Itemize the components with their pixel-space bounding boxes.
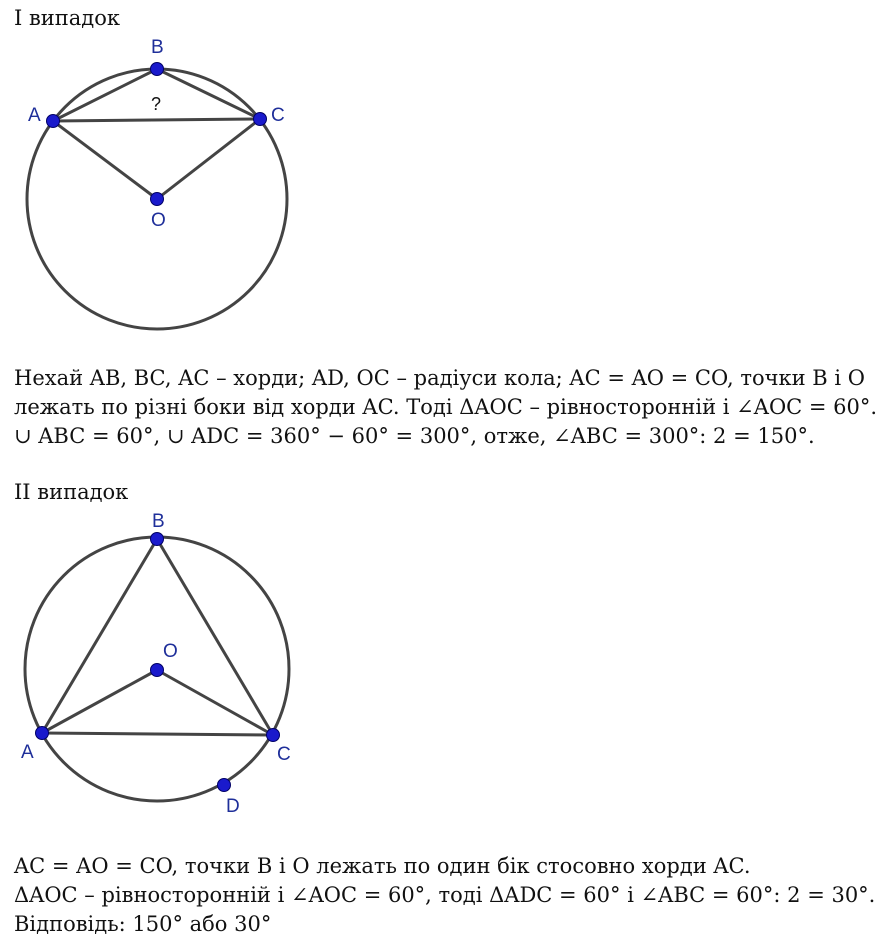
label-c: C [271,105,285,126]
point-b [151,533,164,546]
point-b [151,63,164,76]
chord-bc [157,539,273,735]
label-b: B [151,37,164,58]
label-b: B [152,511,165,532]
point-a [47,115,60,128]
label-c: C [277,744,291,765]
case1-text-line: Нехай AB, BC, AC – хорди; AD, OC – радіуси кола; AC = AO = CO, точки B і O [14,366,865,390]
case1-solution-text [14,364,886,451]
case2-solution-text [14,852,886,939]
label-a: A [28,105,41,126]
point-c [267,729,280,742]
answer-line: Відповідь: 150° або 30° [14,912,272,936]
case2-text-line: ΔAOC – рівносторонній і ∠AOC = 60°, тоді ΔADC = 60° і ∠ABC = 60°: 2 = 30°. [14,883,876,907]
case1-heading: I випадок [14,6,121,30]
radius-oc [157,119,260,199]
case1-text-line: лежать по різні боки від хорди AC. Тоді ΔAOC – рівносторонній і ∠AOC = 60°. [14,395,878,419]
case2-text-line: AC = AO = CO, точки B і O лежать по один бік стосовно хорди AC. [14,854,751,878]
case1-text-line: ∪ ABC = 60°, ∪ ADC = 360° − 60° = 300°, отже, ∠ABC = 300°: 2 = 150°. [14,424,815,448]
chord-ab [42,539,157,733]
label-o: O [163,641,178,662]
chord-bc [157,69,260,119]
chord-ab [53,69,157,121]
point-o [151,193,164,206]
case2-heading: II випадок [14,480,129,504]
unknown-angle-mark: ? [151,94,162,114]
point-d [218,779,231,792]
chord-ac [42,733,273,735]
chord-ac [53,119,260,121]
radius-oa [53,121,157,199]
radius-oc [157,670,273,735]
point-o [151,664,164,677]
label-a: A [21,742,34,763]
label-d: D [226,796,240,817]
case2-figure [0,505,320,825]
case1-figure [0,0,320,340]
point-a [36,727,49,740]
point-c [254,113,267,126]
label-o: O [151,210,166,231]
